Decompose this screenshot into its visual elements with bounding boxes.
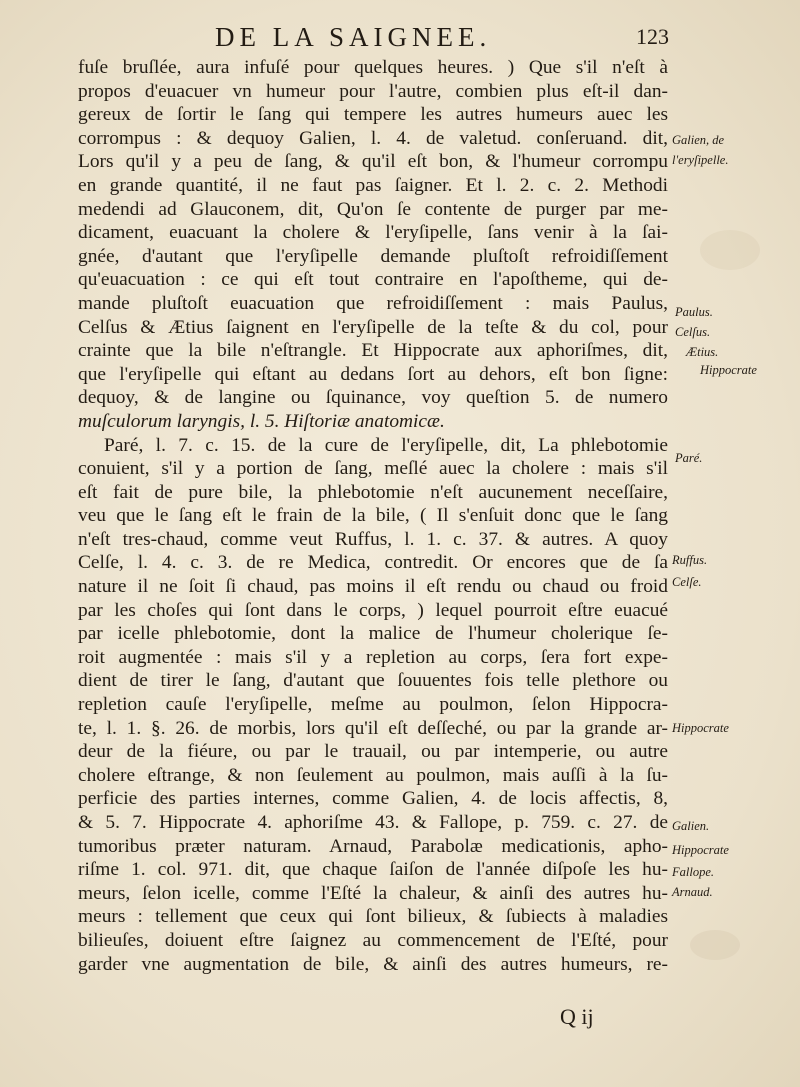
text-line: conuient, s'il y a portion de ſang, meſlé auec la cholere : mais s'il — [78, 458, 668, 480]
text-line: crainte que la bile n'eſtrangle. Et Hippocrate aux aphoriſmes, dit, — [78, 340, 668, 362]
text-line: Paré, l. 7. c. 15. de la cure de l'eryſipelle, dit, La phlebotomie — [104, 434, 668, 456]
marginal-note: Ruffus. — [672, 553, 708, 567]
signature-mark: Q ij — [560, 1004, 594, 1029]
text-line: medendi ad Glauconem, dit, Qu'on ſe contente de purger par me- — [78, 198, 668, 220]
text-line: & 5. 7. Hippocrate 4. aphoriſme 43. & Fallope, p. 759. c. 27. de — [78, 812, 668, 833]
text-line: riſme 1. col. 971. dit, que chaque ſaiſon de l'année diſpoſe les hu- — [78, 859, 668, 881]
text-line: deur de la fiéure, ou par le trauail, ou par intemperie, ou autre — [78, 741, 668, 763]
marginal-note: Hippocrate — [672, 843, 729, 857]
text-line: roit augmentée : mais s'il y a repletion au corps, ſera fort expe- — [78, 646, 668, 668]
text-line: cholere eſtrange, & non ſeulement au poulmon, mais auſſi à la ſu- — [78, 764, 668, 786]
page-header — [0, 22, 800, 56]
text-line: gnée, d'autant que l'eryſipelle demande pluſtoſt refroidiſſement — [78, 245, 668, 267]
marginal-note: Celſus. — [675, 325, 711, 339]
text-line: Celſus & Ætius ſaignent en l'eryſipelle de la teſte & du col, pour — [78, 316, 668, 338]
page-number: 123 — [636, 24, 669, 49]
marginal-note: Galien. — [672, 819, 710, 833]
text-line: bilieuſes, doiuent eſtre ſaignez au commencement de l'Eſté, pour — [78, 929, 668, 951]
text-line: garder vne augmentation de bile, & ainſi des autres humeurs, re- — [78, 953, 668, 975]
text-line: muſculorum laryngis, l. 5. Hiſtoriæ anatomicæ. — [78, 410, 445, 432]
text-line: par icelle phlebotomie, dont la malice de l'humeur cholerique ſe- — [78, 623, 668, 645]
running-head: DE LA SAIGNEE. — [215, 22, 492, 52]
text-line: qu'euacuation : ce qui eſt tout contraire en l'apoſtheme, qui de- — [78, 269, 668, 291]
text-line: fuſe bruſlée, aura infuſé pour quelques heures. ) Que s'il n'eſt à — [78, 57, 668, 78]
text-line: meurs : tellement que ceux qui ſont bilieux, & ſubiects à maladies — [78, 906, 668, 928]
text-line: perficie des parties internes, comme Galien, 4. de locis affectis, 8, — [78, 788, 668, 810]
paper-stain — [690, 930, 740, 960]
text-line: repletion cauſe l'eryſipelle, meſme au poulmon, ſelon Hippocra- — [78, 694, 668, 716]
text-line: te, l. 1. §. 26. de morbis, lors qu'il eſt deſſeché, ou par la grande ar- — [78, 717, 668, 739]
marginal-note: Ætius. — [686, 345, 719, 359]
text-line: Lors qu'il y a peu de ſang, & qu'il eſt bon, & l'humeur corrompu — [78, 151, 668, 173]
text-line: dient de tirer le ſang, d'autant que ſouuentes fois telle plethore ou — [78, 670, 668, 692]
text-line: nature il ne ſoit ſi chaud, pas moins il eſt rendu ou chaud ou froid — [78, 576, 668, 598]
marginal-note: Hippocrate — [700, 363, 757, 377]
text-line: en grande quantité, il ne faut pas ſaigner. Et l. 2. c. 2. Methodi — [78, 174, 668, 196]
marginal-note: Hippocrate — [672, 721, 729, 735]
text-line: n'eſt tres-chaud, comme veut Ruffus, l. 1. c. 37. & autres. A quoy — [78, 528, 668, 550]
text-line: dequoy, & de langine ou ſquinance, voy queſtion 5. de numero — [78, 387, 668, 409]
text-line: mande pluſtoſt euacuation que refroidiſſement : mais Paulus, — [78, 292, 668, 314]
text-line: corrompus : & dequoy Galien, l. 4. de valetud. conſeruand. dit, — [78, 127, 668, 149]
text-line: Celſe, l. 4. c. 3. de re Medica, contredit. Or encores que de ſa — [78, 552, 668, 574]
text-line: eſt fait de pure bile, la phlebotomie n'eſt aucunement neceſſaire, — [78, 481, 668, 503]
marginal-note: Paré. — [675, 451, 703, 465]
text-line: par les choſes qui ſont dans le corps, ) lequel pourroit eſtre euacué — [78, 599, 668, 621]
marginal-note: Galien, de — [672, 133, 725, 147]
text-line: que l'eryſipelle qui eſtant au dedans ſort au dehors, eſt bon ſigne: — [78, 363, 668, 385]
marginal-note: Arnaud. — [672, 885, 713, 899]
text-line: propos d'euacuer vn humeur pour l'autre, combien plus eſt-il dan- — [78, 80, 668, 102]
marginal-note: l'eryſipelle. — [672, 153, 729, 167]
paper-stain — [700, 230, 760, 270]
marginal-note: Paulus. — [675, 305, 713, 319]
text-line: meurs, ſelon icelle, comme l'Eſté la chaleur, & ainſi des autres hu- — [78, 882, 668, 904]
body-text — [78, 56, 668, 976]
marginal-note: Celſe. — [672, 575, 702, 589]
text-line: dicament, euacuant la cholere & l'eryſipelle, ſans venir à la ſai- — [78, 222, 668, 244]
text-line: tumoribus præter naturam. Arnaud, Parabolæ medicationis, apho- — [78, 835, 668, 857]
marginal-note: Fallope. — [672, 865, 715, 879]
text-line: gereux de ſortir le ſang qui tempere les autres humeurs auec les — [78, 104, 668, 126]
text-line: veu que le ſang eſt le frain de la bile, ( Il s'enſuit donc que le ſang — [78, 505, 668, 527]
